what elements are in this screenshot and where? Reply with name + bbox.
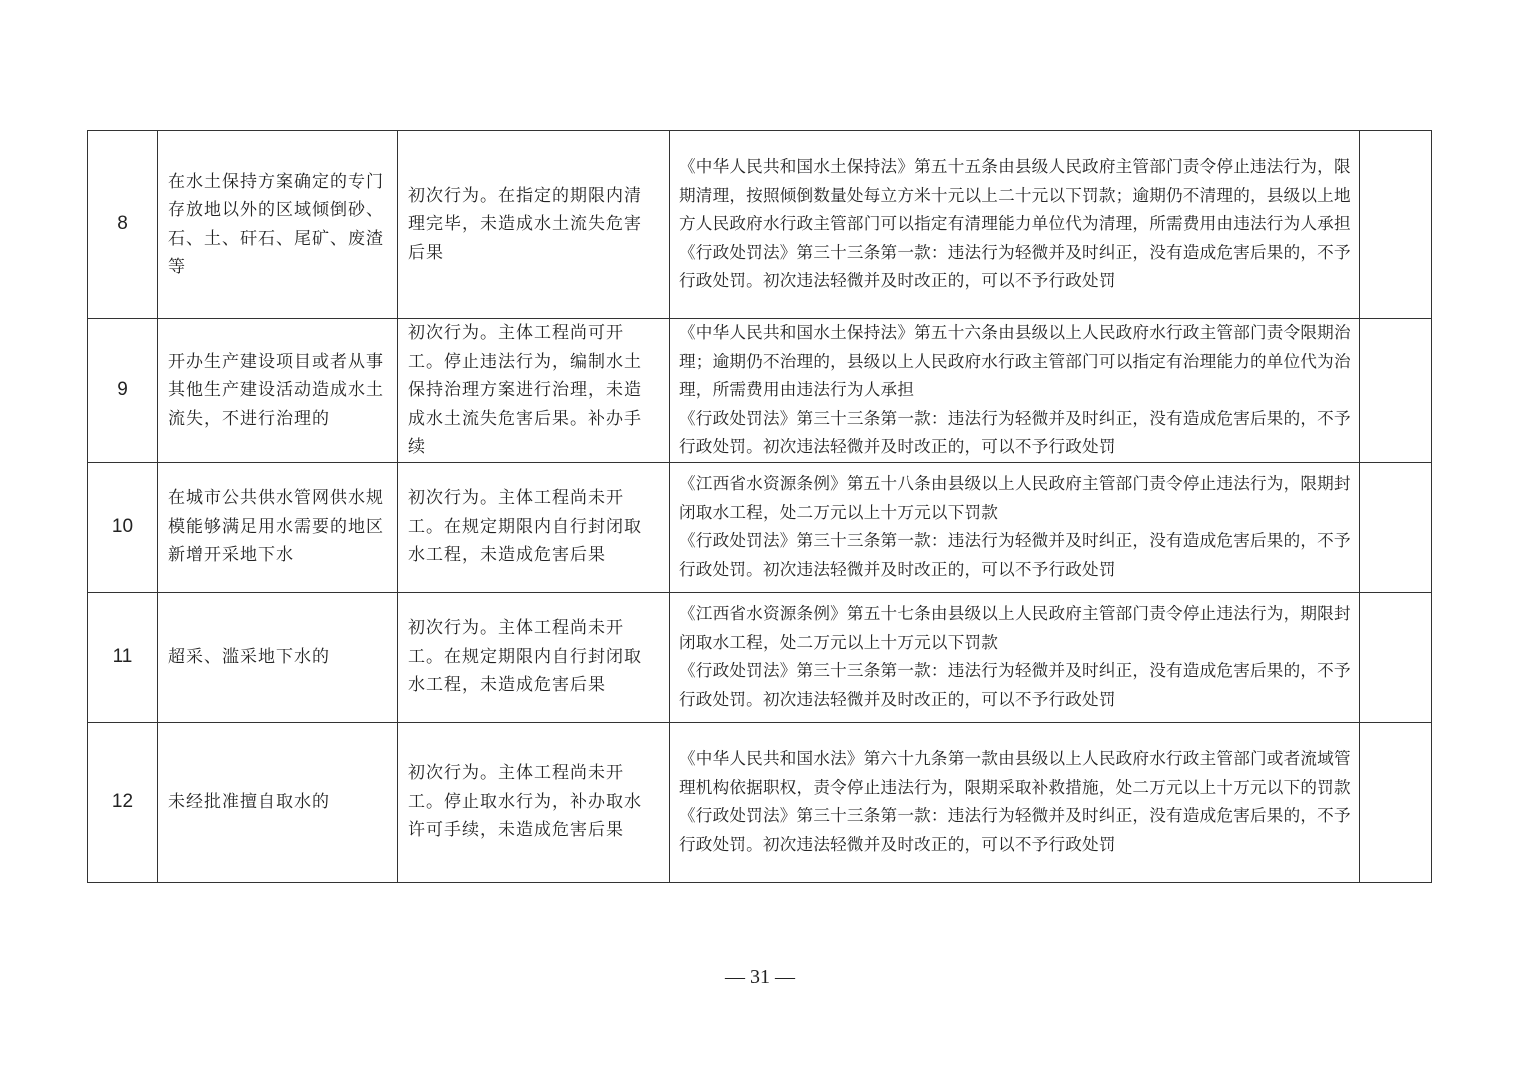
- page-number: — 31 —: [725, 966, 795, 988]
- legal-basis-clause: 《行政处罚法》第三十三条第一款：违法行为轻微并及时纠正，没有造成危害后果的，不予行政处罚。初次违法轻微并及时改正的，可以不予行政处罚: [679, 531, 1351, 579]
- table-row: [88, 319, 1432, 463]
- row-number: 12: [88, 722, 158, 882]
- legal-basis-clause: 《行政处罚法》第三十三条第一款：违法行为轻微并及时纠正，没有造成危害后果的，不予行政处罚。初次违法轻微并及时改正的，可以不予行政处罚: [679, 242, 1351, 291]
- legal-basis-clause: 《江西省水资源条例》第五十七条由县级以上人民政府主管部门责令停止违法行为，期限封闭取水工程，处二万元以上十万元以下罚款: [679, 604, 1351, 652]
- table-row: [88, 462, 1432, 592]
- exemption-condition: 初次行为。主体工程尚可开工。停止违法行为，编制水土保持治理方案进行治理，未造成水土流失危害后果。补办手续: [398, 319, 670, 463]
- violation-behavior: 未经批准擅自取水的: [158, 722, 398, 882]
- row-number: 10: [88, 462, 158, 592]
- table-row: [88, 722, 1432, 882]
- legal-basis-clause: 《行政处罚法》第三十三条第一款：违法行为轻微并及时纠正，没有造成危害后果的，不予行政处罚。初次违法轻微并及时改正的，可以不予行政处罚: [679, 806, 1351, 854]
- exemption-condition: 初次行为。在指定的期限内清理完毕，未造成水土流失危害后果: [398, 131, 670, 319]
- table-row: [88, 592, 1432, 722]
- legal-basis: [670, 462, 1360, 592]
- violation-behavior: 开办生产建设项目或者从事其他生产建设活动造成水土流失，不进行治理的: [158, 319, 398, 463]
- row-number: 8: [88, 131, 158, 319]
- legal-basis-clause: 《中华人民共和国水法》第六十九条第一款由县级以上人民政府水行政主管部门或者流域管理机构依据职权，责令停止违法行为，限期采取补救措施，处二万元以上十万元以下的罚款: [679, 749, 1351, 797]
- legal-basis-clause: 《中华人民共和国水土保持法》第五十六条由县级以上人民政府水行政主管部门责令限期治理；逾期仍不治理的，县级以上人民政府水行政主管部门可以指定有治理能力的单位代为治理，所需费用由违法行为人承担: [679, 323, 1351, 399]
- penalty-exemption-table: [87, 130, 1432, 883]
- legal-basis-clause: 《江西省水资源条例》第五十八条由县级以上人民政府主管部门责令停止违法行为，限期封闭取水工程，处二万元以上十万元以下罚款: [679, 474, 1351, 522]
- legal-basis: [670, 131, 1360, 319]
- table-row: [88, 131, 1432, 319]
- remark-cell: [1360, 592, 1432, 722]
- row-number: 9: [88, 319, 158, 463]
- remark-cell: [1360, 462, 1432, 592]
- legal-basis-clause: 《行政处罚法》第三十三条第一款：违法行为轻微并及时纠正，没有造成危害后果的，不予行政处罚。初次违法轻微并及时改正的，可以不予行政处罚: [679, 661, 1351, 709]
- remark-cell: [1360, 131, 1432, 319]
- row-number: 11: [88, 592, 158, 722]
- violation-behavior: 在水土保持方案确定的专门存放地以外的区域倾倒砂、石、土、矸石、尾矿、废渣等: [158, 131, 398, 319]
- violation-behavior: 在城市公共供水管网供水规模能够满足用水需要的地区新增开采地下水: [158, 462, 398, 592]
- violation-behavior: 超采、滥采地下水的: [158, 592, 398, 722]
- exemption-condition: 初次行为。主体工程尚未开工。在规定期限内自行封闭取水工程，未造成危害后果: [398, 462, 670, 592]
- legal-basis: [670, 592, 1360, 722]
- remark-cell: [1360, 319, 1432, 463]
- exemption-condition: 初次行为。主体工程尚未开工。在规定期限内自行封闭取水工程，未造成危害后果: [398, 592, 670, 722]
- legal-basis-clause: 《中华人民共和国水土保持法》第五十五条由县级人民政府主管部门责令停止违法行为，限期清理，按照倾倒数量处每立方米十元以上二十元以下罚款；逾期仍不清理的，县级以上地方人民政府水行政主管部门可以指定有清理能力单位代为清理，所需费用由违法行为人承担: [679, 157, 1351, 234]
- exemption-condition: 初次行为。主体工程尚未开工。停止取水行为，补办取水许可手续，未造成危害后果: [398, 722, 670, 882]
- legal-basis: [670, 722, 1360, 882]
- legal-basis-clause: 《行政处罚法》第三十三条第一款：违法行为轻微并及时纠正，没有造成危害后果的，不予行政处罚。初次违法轻微并及时改正的，可以不予行政处罚: [679, 408, 1351, 456]
- remark-cell: [1360, 722, 1432, 882]
- legal-basis: [670, 319, 1360, 463]
